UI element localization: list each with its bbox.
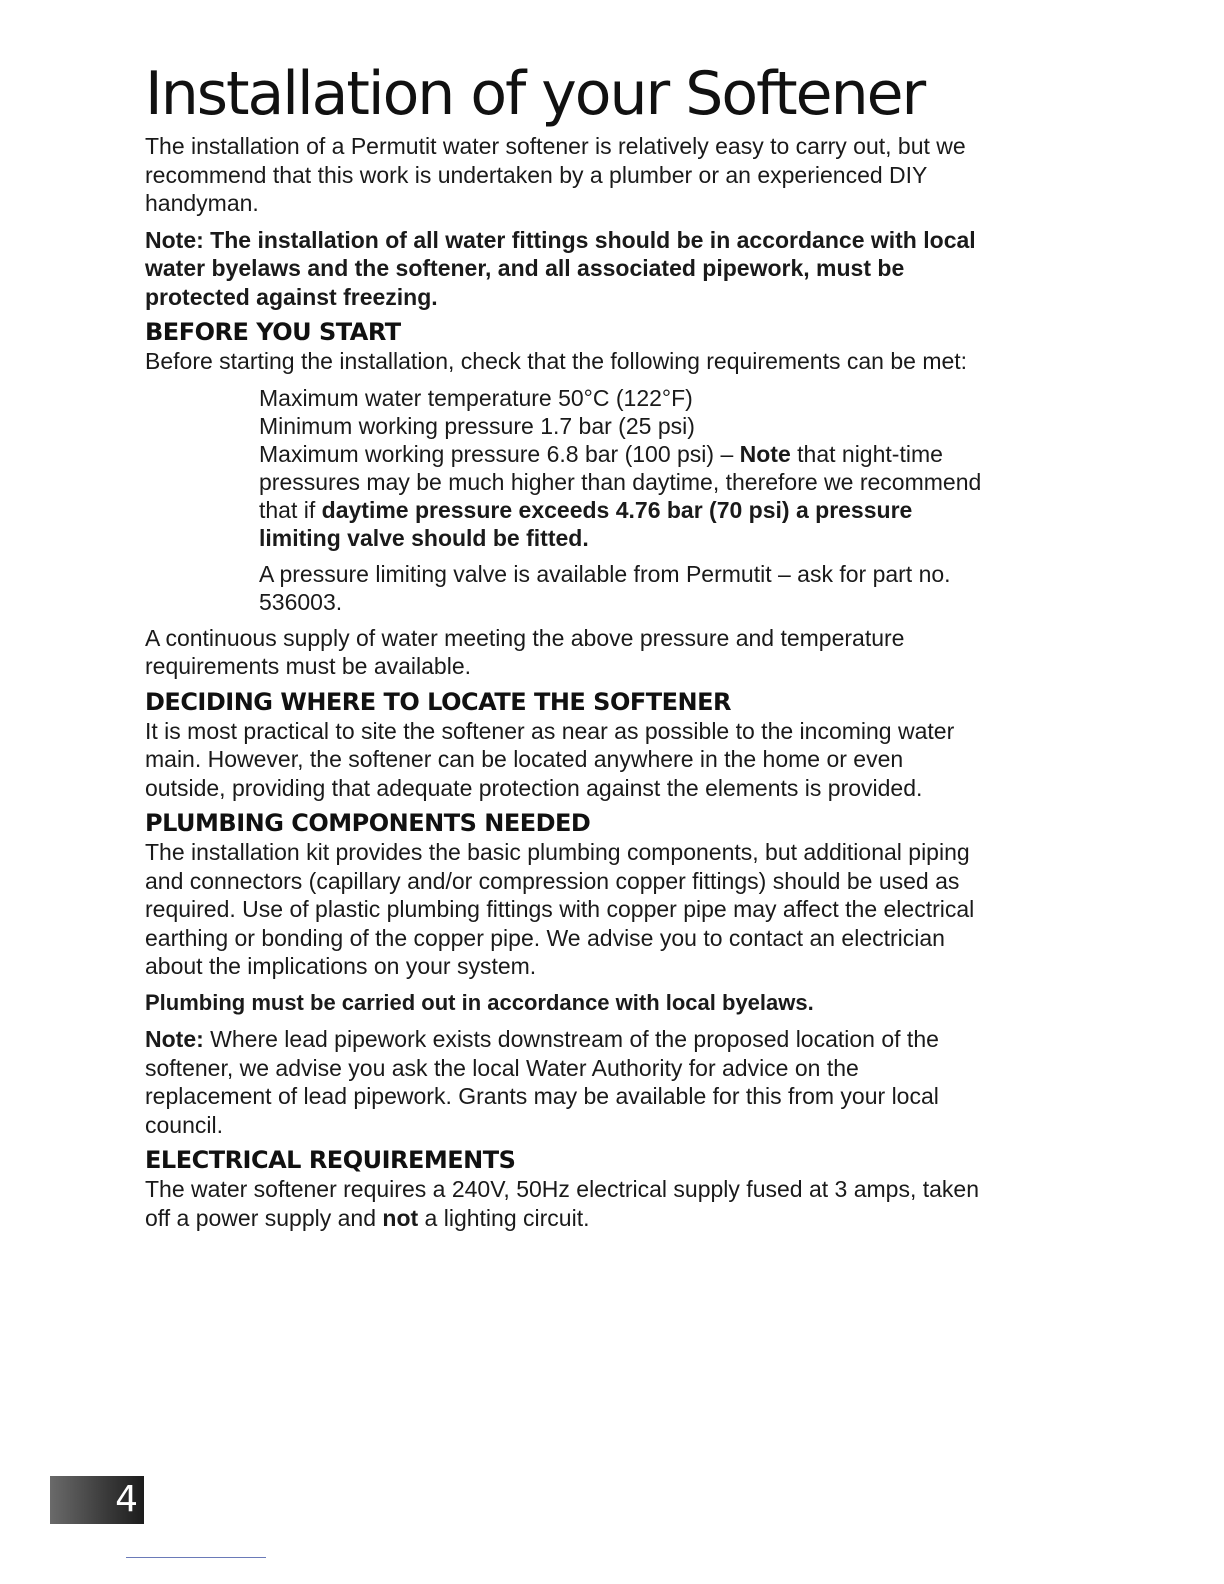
heading-electrical-requirements: ELECTRICAL REQUIREMENTS [145, 1146, 516, 1174]
page-number: 4 [115, 1479, 138, 1520]
bottom-divider [126, 1557, 266, 1558]
lead-note-label: Note: [145, 1026, 204, 1052]
electrical-text [145, 1175, 985, 1232]
locate-text: It is most practical to site the softener as near as possible to the incoming water main. However, the softener can be located anywhere in the home or even outside, providing that adequate protection against the elements is provided. [145, 717, 955, 801]
freezing-note: Note: The installation of all water fittings should be in accordance with local water byelaws and the softener, and all associated pipework, must be protected against freezing. [145, 226, 976, 310]
page-number-tab [50, 1476, 144, 1524]
heading-locate-softener: DECIDING WHERE TO LOCATE THE SOFTENER [145, 687, 731, 716]
requirement-max-temperature: Maximum water temperature 50°C (122°F) [259, 384, 693, 411]
max-pressure-note-text: that night-time pressures may be much higher than daytime, therefore we recommend that if [259, 440, 982, 523]
electrical-text-prefix: The water softener requires a 240V, 50Hz electrical supply fused at 3 amps, taken off a power supply and [145, 1176, 979, 1231]
heading-before-you-start: BEFORE YOU START [145, 318, 401, 346]
before-start-text: Before starting the installation, check that the following requirements can be met: [145, 348, 968, 374]
heading-plumbing-components: PLUMBING COMPONENTS NEEDED [145, 809, 591, 837]
max-pressure-prefix: Maximum working pressure 6.8 bar (100 psi) – [259, 440, 740, 467]
lead-note-text: Where lead pipework exists downstream of the proposed location of the softener, we advise you ask the local Water Authority for advice on the replacement of lead pipework. Grants may be available for this from your local council. [145, 1026, 939, 1138]
requirement-max-pressure [259, 440, 985, 552]
byelaws-statement: Plumbing must be carried out in accordance with local byelaws. [145, 989, 814, 1015]
document-page [145, 58, 985, 1232]
electrical-text-suffix: a lighting circuit. [418, 1204, 590, 1231]
requirements-list [259, 384, 985, 616]
page-title: Installation of your Softener [145, 59, 925, 129]
lead-pipework-note [145, 1025, 985, 1139]
valve-info: A pressure limiting valve is available from Permutit – ask for part no. 536003. [259, 560, 951, 615]
max-pressure-note-label: Note [739, 440, 791, 467]
plumbing-text: The installation kit provides the basic plumbing components, but additional piping and connectors (capillary and/or compression copper fittings) should be used as required. Use of plastic plumbing fittings with copper pipe may affect the electrical earthing or bonding of the copper pipe. We advise you to contact an electrician about the implications on your system. [145, 839, 975, 979]
max-pressure-bold-warning: daytime pressure exceeds 4.76 bar (70 psi) a pressure limiting valve should be fitted. [259, 496, 913, 551]
intro-paragraph: The installation of a Permutit water softener is relatively easy to carry out, but we recommend that this work is undertaken by a plumber or an experienced DIY handyman. [145, 133, 966, 216]
continuous-supply-text: A continuous supply of water meeting the above pressure and temperature requirements must be available. [145, 624, 905, 679]
requirement-min-pressure: Minimum working pressure 1.7 bar (25 psi) [259, 412, 695, 439]
electrical-text-bold: not [382, 1204, 419, 1231]
